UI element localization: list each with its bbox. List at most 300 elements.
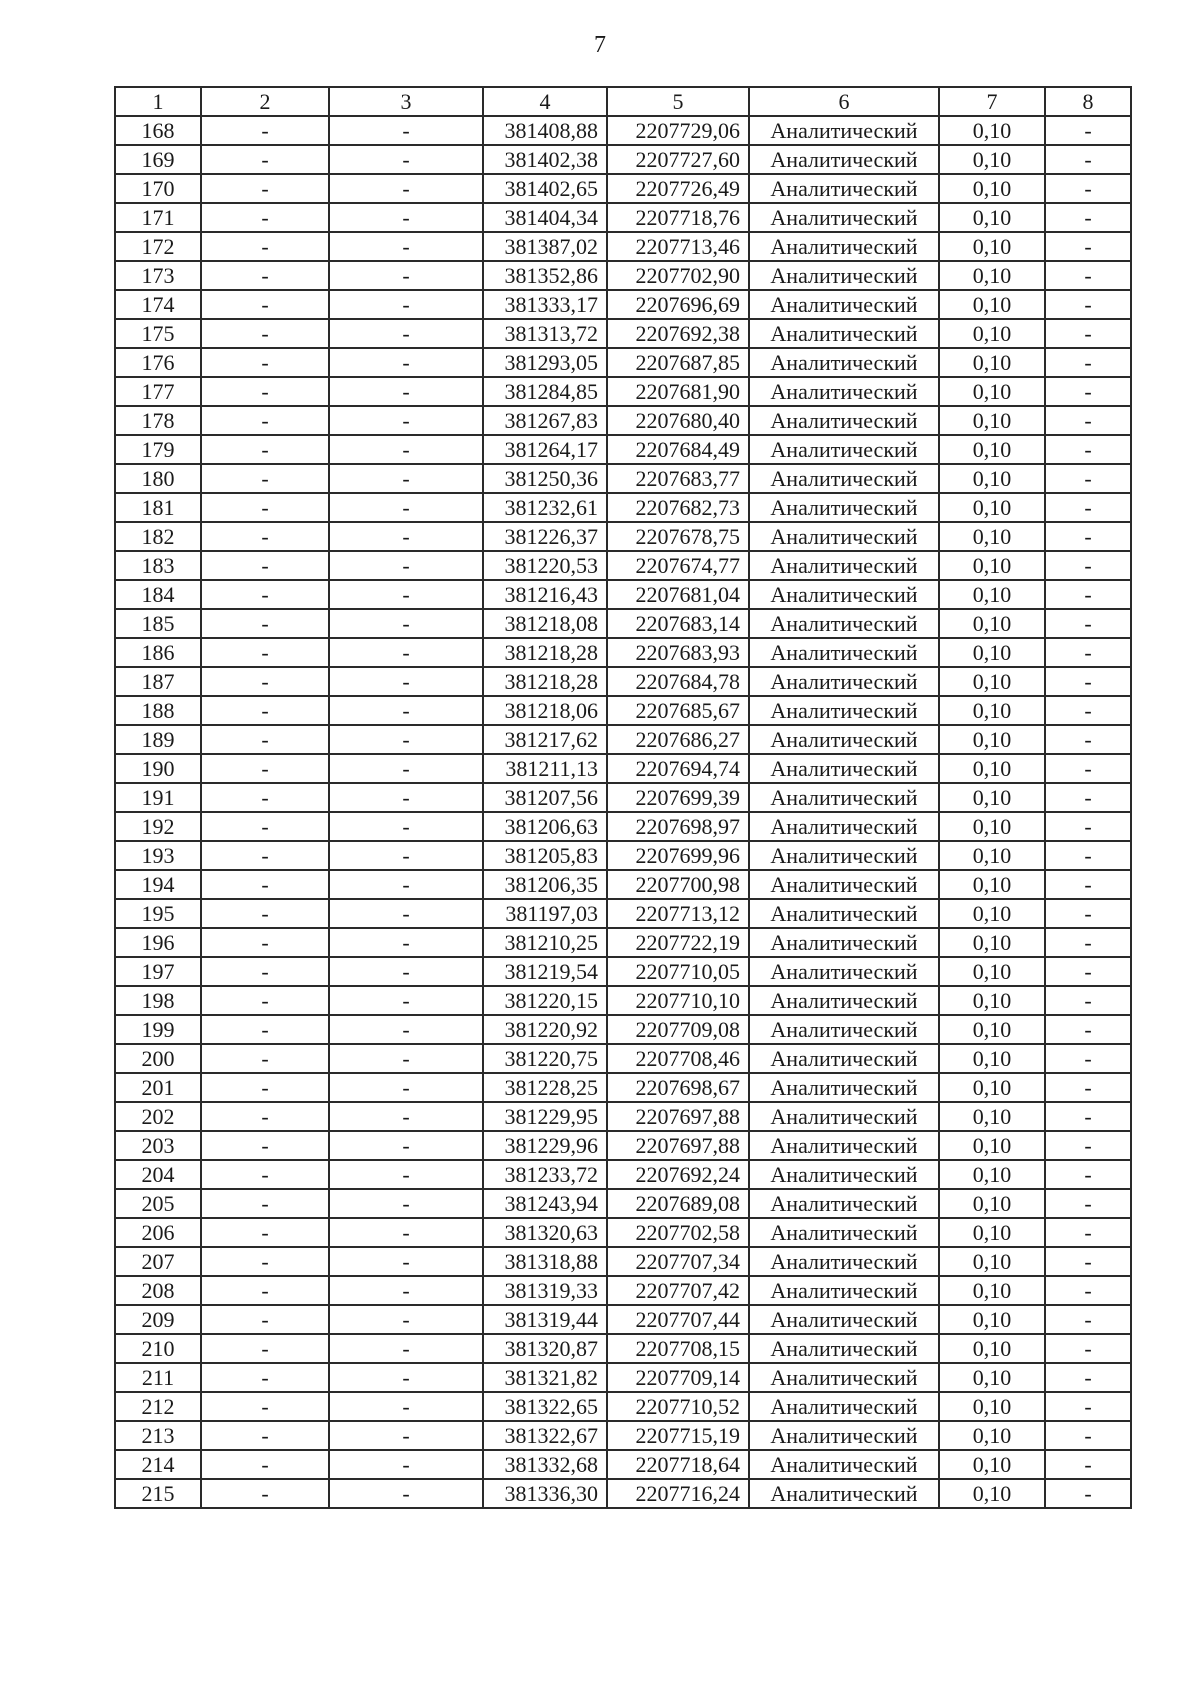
point-number-cell: 170 bbox=[115, 174, 201, 203]
point-number-cell: 209 bbox=[115, 1305, 201, 1334]
point-number-cell: 207 bbox=[115, 1247, 201, 1276]
method-cell: Аналитический bbox=[749, 812, 939, 841]
accuracy-cell: 0,10 bbox=[939, 203, 1045, 232]
accuracy-cell: 0,10 bbox=[939, 1334, 1045, 1363]
table-row bbox=[115, 928, 1131, 957]
table-row bbox=[115, 841, 1131, 870]
col3-cell: - bbox=[329, 174, 483, 203]
col3-cell: - bbox=[329, 145, 483, 174]
col8-cell: - bbox=[1045, 928, 1131, 957]
col3-cell: - bbox=[329, 116, 483, 145]
col3-cell: - bbox=[329, 203, 483, 232]
method-cell: Аналитический bbox=[749, 1276, 939, 1305]
accuracy-cell: 0,10 bbox=[939, 522, 1045, 551]
col3-cell: - bbox=[329, 1450, 483, 1479]
col2-cell: - bbox=[201, 232, 329, 261]
col2-cell: - bbox=[201, 261, 329, 290]
table-header-row bbox=[115, 87, 1131, 116]
column-header: 5 bbox=[607, 87, 749, 116]
col8-cell: - bbox=[1045, 493, 1131, 522]
col3-cell: - bbox=[329, 290, 483, 319]
point-number-cell: 175 bbox=[115, 319, 201, 348]
accuracy-cell: 0,10 bbox=[939, 870, 1045, 899]
col2-cell: - bbox=[201, 667, 329, 696]
accuracy-cell: 0,10 bbox=[939, 551, 1045, 580]
col2-cell: - bbox=[201, 116, 329, 145]
col8-cell: - bbox=[1045, 1044, 1131, 1073]
x-coordinate-cell: 381336,30 bbox=[483, 1479, 607, 1508]
point-number-cell: 206 bbox=[115, 1218, 201, 1247]
y-coordinate-cell: 2207694,74 bbox=[607, 754, 749, 783]
table-row bbox=[115, 1421, 1131, 1450]
table-row bbox=[115, 870, 1131, 899]
y-coordinate-cell: 2207698,97 bbox=[607, 812, 749, 841]
y-coordinate-cell: 2207687,85 bbox=[607, 348, 749, 377]
col3-cell: - bbox=[329, 841, 483, 870]
table-row bbox=[115, 174, 1131, 203]
col8-cell: - bbox=[1045, 812, 1131, 841]
table-row bbox=[115, 1015, 1131, 1044]
point-number-cell: 189 bbox=[115, 725, 201, 754]
col3-cell: - bbox=[329, 812, 483, 841]
x-coordinate-cell: 381216,43 bbox=[483, 580, 607, 609]
point-number-cell: 200 bbox=[115, 1044, 201, 1073]
col2-cell: - bbox=[201, 1160, 329, 1189]
point-number-cell: 169 bbox=[115, 145, 201, 174]
table-row bbox=[115, 348, 1131, 377]
x-coordinate-cell: 381217,62 bbox=[483, 725, 607, 754]
col3-cell: - bbox=[329, 1073, 483, 1102]
x-coordinate-cell: 381284,85 bbox=[483, 377, 607, 406]
table-row bbox=[115, 638, 1131, 667]
col8-cell: - bbox=[1045, 1421, 1131, 1450]
col3-cell: - bbox=[329, 1247, 483, 1276]
col3-cell: - bbox=[329, 696, 483, 725]
x-coordinate-cell: 381318,88 bbox=[483, 1247, 607, 1276]
point-number-cell: 199 bbox=[115, 1015, 201, 1044]
table-body bbox=[115, 116, 1131, 1508]
x-coordinate-cell: 381218,28 bbox=[483, 638, 607, 667]
method-cell: Аналитический bbox=[749, 1450, 939, 1479]
method-cell: Аналитический bbox=[749, 145, 939, 174]
col2-cell: - bbox=[201, 377, 329, 406]
method-cell: Аналитический bbox=[749, 551, 939, 580]
method-cell: Аналитический bbox=[749, 1015, 939, 1044]
x-coordinate-cell: 381228,25 bbox=[483, 1073, 607, 1102]
col2-cell: - bbox=[201, 696, 329, 725]
accuracy-cell: 0,10 bbox=[939, 580, 1045, 609]
col3-cell: - bbox=[329, 1305, 483, 1334]
col2-cell: - bbox=[201, 406, 329, 435]
col3-cell: - bbox=[329, 261, 483, 290]
point-number-cell: 182 bbox=[115, 522, 201, 551]
method-cell: Аналитический bbox=[749, 1131, 939, 1160]
x-coordinate-cell: 381402,65 bbox=[483, 174, 607, 203]
col8-cell: - bbox=[1045, 580, 1131, 609]
table-row bbox=[115, 319, 1131, 348]
col3-cell: - bbox=[329, 232, 483, 261]
col2-cell: - bbox=[201, 1044, 329, 1073]
method-cell: Аналитический bbox=[749, 1334, 939, 1363]
method-cell: Аналитический bbox=[749, 1305, 939, 1334]
col2-cell: - bbox=[201, 1450, 329, 1479]
col2-cell: - bbox=[201, 1363, 329, 1392]
method-cell: Аналитический bbox=[749, 377, 939, 406]
col8-cell: - bbox=[1045, 377, 1131, 406]
table-row bbox=[115, 1276, 1131, 1305]
col8-cell: - bbox=[1045, 870, 1131, 899]
point-number-cell: 173 bbox=[115, 261, 201, 290]
table-row bbox=[115, 580, 1131, 609]
x-coordinate-cell: 381232,61 bbox=[483, 493, 607, 522]
col2-cell: - bbox=[201, 522, 329, 551]
x-coordinate-cell: 381229,96 bbox=[483, 1131, 607, 1160]
col8-cell: - bbox=[1045, 464, 1131, 493]
method-cell: Аналитический bbox=[749, 986, 939, 1015]
column-header: 8 bbox=[1045, 87, 1131, 116]
accuracy-cell: 0,10 bbox=[939, 261, 1045, 290]
table-row bbox=[115, 290, 1131, 319]
col2-cell: - bbox=[201, 174, 329, 203]
x-coordinate-cell: 381320,87 bbox=[483, 1334, 607, 1363]
x-coordinate-cell: 381250,36 bbox=[483, 464, 607, 493]
y-coordinate-cell: 2207697,88 bbox=[607, 1131, 749, 1160]
col2-cell: - bbox=[201, 435, 329, 464]
point-number-cell: 202 bbox=[115, 1102, 201, 1131]
y-coordinate-cell: 2207684,49 bbox=[607, 435, 749, 464]
x-coordinate-cell: 381404,34 bbox=[483, 203, 607, 232]
x-coordinate-cell: 381207,56 bbox=[483, 783, 607, 812]
point-number-cell: 168 bbox=[115, 116, 201, 145]
y-coordinate-cell: 2207681,90 bbox=[607, 377, 749, 406]
y-coordinate-cell: 2207674,77 bbox=[607, 551, 749, 580]
col2-cell: - bbox=[201, 638, 329, 667]
col2-cell: - bbox=[201, 145, 329, 174]
col8-cell: - bbox=[1045, 696, 1131, 725]
accuracy-cell: 0,10 bbox=[939, 1450, 1045, 1479]
accuracy-cell: 0,10 bbox=[939, 1160, 1045, 1189]
point-number-cell: 181 bbox=[115, 493, 201, 522]
accuracy-cell: 0,10 bbox=[939, 145, 1045, 174]
y-coordinate-cell: 2207702,90 bbox=[607, 261, 749, 290]
col2-cell: - bbox=[201, 1421, 329, 1450]
y-coordinate-cell: 2207709,14 bbox=[607, 1363, 749, 1392]
x-coordinate-cell: 381205,83 bbox=[483, 841, 607, 870]
column-header: 2 bbox=[201, 87, 329, 116]
point-number-cell: 191 bbox=[115, 783, 201, 812]
col8-cell: - bbox=[1045, 1450, 1131, 1479]
y-coordinate-cell: 2207698,67 bbox=[607, 1073, 749, 1102]
point-number-cell: 187 bbox=[115, 667, 201, 696]
y-coordinate-cell: 2207713,12 bbox=[607, 899, 749, 928]
col2-cell: - bbox=[201, 1073, 329, 1102]
col8-cell: - bbox=[1045, 957, 1131, 986]
point-number-cell: 193 bbox=[115, 841, 201, 870]
method-cell: Аналитический bbox=[749, 754, 939, 783]
method-cell: Аналитический bbox=[749, 870, 939, 899]
method-cell: Аналитический bbox=[749, 580, 939, 609]
col8-cell: - bbox=[1045, 406, 1131, 435]
accuracy-cell: 0,10 bbox=[939, 609, 1045, 638]
col8-cell: - bbox=[1045, 522, 1131, 551]
point-number-cell: 185 bbox=[115, 609, 201, 638]
col2-cell: - bbox=[201, 319, 329, 348]
table-row bbox=[115, 116, 1131, 145]
col2-cell: - bbox=[201, 493, 329, 522]
col8-cell: - bbox=[1045, 1131, 1131, 1160]
y-coordinate-cell: 2207708,46 bbox=[607, 1044, 749, 1073]
y-coordinate-cell: 2207713,46 bbox=[607, 232, 749, 261]
point-number-cell: 186 bbox=[115, 638, 201, 667]
col3-cell: - bbox=[329, 522, 483, 551]
x-coordinate-cell: 381220,75 bbox=[483, 1044, 607, 1073]
col2-cell: - bbox=[201, 928, 329, 957]
col3-cell: - bbox=[329, 406, 483, 435]
col2-cell: - bbox=[201, 290, 329, 319]
table-row bbox=[115, 1479, 1131, 1508]
point-number-cell: 188 bbox=[115, 696, 201, 725]
table-row bbox=[115, 377, 1131, 406]
x-coordinate-cell: 381220,92 bbox=[483, 1015, 607, 1044]
accuracy-cell: 0,10 bbox=[939, 232, 1045, 261]
point-number-cell: 198 bbox=[115, 986, 201, 1015]
point-number-cell: 176 bbox=[115, 348, 201, 377]
table-row bbox=[115, 232, 1131, 261]
method-cell: Аналитический bbox=[749, 406, 939, 435]
method-cell: Аналитический bbox=[749, 348, 939, 377]
point-number-cell: 178 bbox=[115, 406, 201, 435]
y-coordinate-cell: 2207722,19 bbox=[607, 928, 749, 957]
method-cell: Аналитический bbox=[749, 783, 939, 812]
table-row bbox=[115, 203, 1131, 232]
table-row bbox=[115, 1160, 1131, 1189]
col2-cell: - bbox=[201, 203, 329, 232]
col3-cell: - bbox=[329, 1160, 483, 1189]
col3-cell: - bbox=[329, 1334, 483, 1363]
table-row bbox=[115, 551, 1131, 580]
table-row bbox=[115, 899, 1131, 928]
method-cell: Аналитический bbox=[749, 435, 939, 464]
accuracy-cell: 0,10 bbox=[939, 1392, 1045, 1421]
table-row bbox=[115, 783, 1131, 812]
table-row bbox=[115, 1131, 1131, 1160]
x-coordinate-cell: 381320,63 bbox=[483, 1218, 607, 1247]
col8-cell: - bbox=[1045, 638, 1131, 667]
point-number-cell: 180 bbox=[115, 464, 201, 493]
col2-cell: - bbox=[201, 464, 329, 493]
method-cell: Аналитический bbox=[749, 1247, 939, 1276]
y-coordinate-cell: 2207681,04 bbox=[607, 580, 749, 609]
method-cell: Аналитический bbox=[749, 522, 939, 551]
col2-cell: - bbox=[201, 551, 329, 580]
method-cell: Аналитический bbox=[749, 609, 939, 638]
point-number-cell: 208 bbox=[115, 1276, 201, 1305]
col8-cell: - bbox=[1045, 1276, 1131, 1305]
x-coordinate-cell: 381321,82 bbox=[483, 1363, 607, 1392]
col2-cell: - bbox=[201, 754, 329, 783]
table-row bbox=[115, 1189, 1131, 1218]
x-coordinate-cell: 381352,86 bbox=[483, 261, 607, 290]
column-header: 3 bbox=[329, 87, 483, 116]
col2-cell: - bbox=[201, 609, 329, 638]
y-coordinate-cell: 2207683,14 bbox=[607, 609, 749, 638]
method-cell: Аналитический bbox=[749, 841, 939, 870]
col2-cell: - bbox=[201, 580, 329, 609]
x-coordinate-cell: 381218,06 bbox=[483, 696, 607, 725]
accuracy-cell: 0,10 bbox=[939, 754, 1045, 783]
x-coordinate-cell: 381220,15 bbox=[483, 986, 607, 1015]
accuracy-cell: 0,10 bbox=[939, 841, 1045, 870]
method-cell: Аналитический bbox=[749, 1421, 939, 1450]
col3-cell: - bbox=[329, 899, 483, 928]
col8-cell: - bbox=[1045, 841, 1131, 870]
y-coordinate-cell: 2207709,08 bbox=[607, 1015, 749, 1044]
accuracy-cell: 0,10 bbox=[939, 1131, 1045, 1160]
col3-cell: - bbox=[329, 609, 483, 638]
col8-cell: - bbox=[1045, 1305, 1131, 1334]
x-coordinate-cell: 381211,13 bbox=[483, 754, 607, 783]
col3-cell: - bbox=[329, 348, 483, 377]
col8-cell: - bbox=[1045, 232, 1131, 261]
method-cell: Аналитический bbox=[749, 928, 939, 957]
point-number-cell: 201 bbox=[115, 1073, 201, 1102]
y-coordinate-cell: 2207678,75 bbox=[607, 522, 749, 551]
method-cell: Аналитический bbox=[749, 957, 939, 986]
col3-cell: - bbox=[329, 986, 483, 1015]
col2-cell: - bbox=[201, 986, 329, 1015]
accuracy-cell: 0,10 bbox=[939, 1247, 1045, 1276]
col3-cell: - bbox=[329, 754, 483, 783]
point-number-cell: 210 bbox=[115, 1334, 201, 1363]
column-header: 1 bbox=[115, 87, 201, 116]
method-cell: Аналитический bbox=[749, 1160, 939, 1189]
table-row bbox=[115, 261, 1131, 290]
col8-cell: - bbox=[1045, 783, 1131, 812]
x-coordinate-cell: 381206,63 bbox=[483, 812, 607, 841]
method-cell: Аналитический bbox=[749, 1073, 939, 1102]
accuracy-cell: 0,10 bbox=[939, 1015, 1045, 1044]
col3-cell: - bbox=[329, 319, 483, 348]
x-coordinate-cell: 381402,38 bbox=[483, 145, 607, 174]
col8-cell: - bbox=[1045, 435, 1131, 464]
y-coordinate-cell: 2207692,24 bbox=[607, 1160, 749, 1189]
y-coordinate-cell: 2207684,78 bbox=[607, 667, 749, 696]
col2-cell: - bbox=[201, 1102, 329, 1131]
method-cell: Аналитический bbox=[749, 638, 939, 667]
col3-cell: - bbox=[329, 377, 483, 406]
y-coordinate-cell: 2207702,58 bbox=[607, 1218, 749, 1247]
col3-cell: - bbox=[329, 1102, 483, 1131]
accuracy-cell: 0,10 bbox=[939, 493, 1045, 522]
y-coordinate-cell: 2207683,77 bbox=[607, 464, 749, 493]
col3-cell: - bbox=[329, 464, 483, 493]
x-coordinate-cell: 381408,88 bbox=[483, 116, 607, 145]
x-coordinate-cell: 381332,68 bbox=[483, 1450, 607, 1479]
point-number-cell: 192 bbox=[115, 812, 201, 841]
col8-cell: - bbox=[1045, 145, 1131, 174]
accuracy-cell: 0,10 bbox=[939, 1276, 1045, 1305]
accuracy-cell: 0,10 bbox=[939, 1189, 1045, 1218]
col2-cell: - bbox=[201, 783, 329, 812]
point-number-cell: 213 bbox=[115, 1421, 201, 1450]
x-coordinate-cell: 381229,95 bbox=[483, 1102, 607, 1131]
col8-cell: - bbox=[1045, 1218, 1131, 1247]
point-number-cell: 214 bbox=[115, 1450, 201, 1479]
col8-cell: - bbox=[1045, 1479, 1131, 1508]
col3-cell: - bbox=[329, 1015, 483, 1044]
accuracy-cell: 0,10 bbox=[939, 899, 1045, 928]
col2-cell: - bbox=[201, 1392, 329, 1421]
accuracy-cell: 0,10 bbox=[939, 377, 1045, 406]
y-coordinate-cell: 2207718,64 bbox=[607, 1450, 749, 1479]
accuracy-cell: 0,10 bbox=[939, 1044, 1045, 1073]
method-cell: Аналитический bbox=[749, 899, 939, 928]
y-coordinate-cell: 2207729,06 bbox=[607, 116, 749, 145]
col3-cell: - bbox=[329, 1392, 483, 1421]
method-cell: Аналитический bbox=[749, 116, 939, 145]
accuracy-cell: 0,10 bbox=[939, 1479, 1045, 1508]
method-cell: Аналитический bbox=[749, 174, 939, 203]
method-cell: Аналитический bbox=[749, 1479, 939, 1508]
column-header: 6 bbox=[749, 87, 939, 116]
col8-cell: - bbox=[1045, 1102, 1131, 1131]
col3-cell: - bbox=[329, 1363, 483, 1392]
method-cell: Аналитический bbox=[749, 493, 939, 522]
method-cell: Аналитический bbox=[749, 290, 939, 319]
y-coordinate-cell: 2207683,93 bbox=[607, 638, 749, 667]
table-row bbox=[115, 1102, 1131, 1131]
y-coordinate-cell: 2207686,27 bbox=[607, 725, 749, 754]
col3-cell: - bbox=[329, 638, 483, 667]
col3-cell: - bbox=[329, 1276, 483, 1305]
point-number-cell: 215 bbox=[115, 1479, 201, 1508]
x-coordinate-cell: 381218,28 bbox=[483, 667, 607, 696]
col3-cell: - bbox=[329, 725, 483, 754]
table-row bbox=[115, 609, 1131, 638]
point-number-cell: 195 bbox=[115, 899, 201, 928]
col3-cell: - bbox=[329, 870, 483, 899]
x-coordinate-cell: 381233,72 bbox=[483, 1160, 607, 1189]
point-number-cell: 204 bbox=[115, 1160, 201, 1189]
col3-cell: - bbox=[329, 435, 483, 464]
y-coordinate-cell: 2207716,24 bbox=[607, 1479, 749, 1508]
accuracy-cell: 0,10 bbox=[939, 435, 1045, 464]
point-number-cell: 197 bbox=[115, 957, 201, 986]
method-cell: Аналитический bbox=[749, 1392, 939, 1421]
table-row bbox=[115, 1363, 1131, 1392]
y-coordinate-cell: 2207682,73 bbox=[607, 493, 749, 522]
point-number-cell: 183 bbox=[115, 551, 201, 580]
col8-cell: - bbox=[1045, 1073, 1131, 1102]
y-coordinate-cell: 2207710,10 bbox=[607, 986, 749, 1015]
col2-cell: - bbox=[201, 1305, 329, 1334]
accuracy-cell: 0,10 bbox=[939, 116, 1045, 145]
col8-cell: - bbox=[1045, 1015, 1131, 1044]
table-row bbox=[115, 522, 1131, 551]
table-row bbox=[115, 1044, 1131, 1073]
table-row bbox=[115, 1450, 1131, 1479]
point-number-cell: 179 bbox=[115, 435, 201, 464]
col8-cell: - bbox=[1045, 319, 1131, 348]
accuracy-cell: 0,10 bbox=[939, 638, 1045, 667]
x-coordinate-cell: 381322,67 bbox=[483, 1421, 607, 1450]
x-coordinate-cell: 381322,65 bbox=[483, 1392, 607, 1421]
col3-cell: - bbox=[329, 1131, 483, 1160]
page-number: 7 bbox=[594, 32, 606, 58]
col2-cell: - bbox=[201, 1276, 329, 1305]
table-row bbox=[115, 754, 1131, 783]
accuracy-cell: 0,10 bbox=[939, 783, 1045, 812]
